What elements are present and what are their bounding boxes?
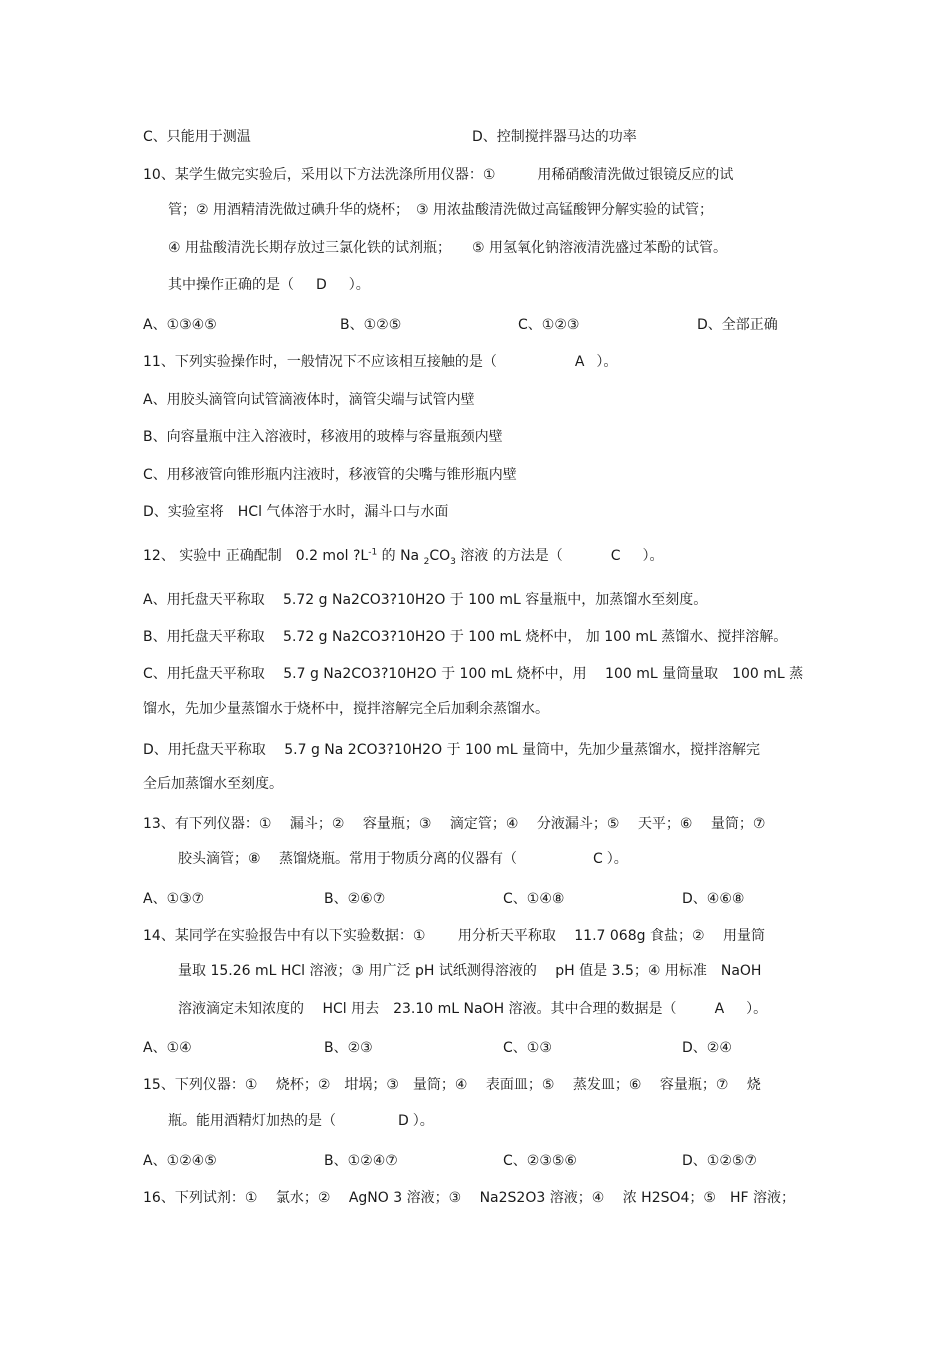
q11-option-b: B、向容量瓶中注入溶液时，移液用的玻棒与容量瓶颈内壁 [143, 429, 503, 445]
q9-option-c: C、只能用于测温 [143, 129, 251, 145]
q16-stem-line1: 16、下列试剂：① 氯水；② AgNO 3 溶液；③ Na2S2O3 溶液；④ 浓 H2SO4；⑤ HF 溶液； [143, 1190, 795, 1206]
q15-stem-line1: 15、下列仪器：① 烧杯；② 坩埚；③ 量筒；④ 表面皿；⑤ 蒸发皿；⑥ 容量瓶；⑦ 烧 [143, 1077, 761, 1093]
q10-option-a: A、①③④⑤ [143, 317, 217, 333]
q12-stem-part-a: 12、 实验中 正确配制 0.2 mol ?L [143, 548, 369, 564]
q9-option-d: D、控制搅拌器马达的功率 [472, 129, 637, 145]
q13-answer: C [593, 851, 603, 867]
q13-stem-suffix: ）。 [606, 851, 628, 867]
q11-stem-suffix: ）。 [596, 354, 618, 370]
q13-option-c: C、①④⑧ [503, 891, 565, 907]
q15-answer: D [398, 1113, 409, 1129]
q13-stem-line1: 13、有下列仪器：① 漏斗；② 容量瓶；③ 滴定管；④ 分液漏斗；⑤ 天平；⑥ 量筒；⑦ [143, 816, 766, 832]
q14-stem-line1: 14、某同学在实验报告中有以下实验数据：① 用分析天平称取 11.7 068g 食盐；② 用量筒 [143, 928, 765, 944]
q11-answer: A [574, 354, 585, 370]
q12-stem-sub2: 3 [450, 556, 456, 567]
q14-option-b: B、②③ [324, 1040, 373, 1056]
q10-answer: D [316, 277, 327, 293]
q12-stem-part-b: 的 Na [377, 548, 424, 564]
q13-option-b: B、②⑥⑦ [324, 891, 386, 907]
q10-stem-line2: 管；② 用酒精清洗做过碘升华的烧杯； ③ 用浓盐酸清洗做过高锰酸钾分解实验的试管； [168, 202, 713, 218]
q11-option-c: C、用移液管向锥形瓶内注液时，移液管的尖嘴与锥形瓶内壁 [143, 467, 517, 483]
q15-stem-prefix: 瓶。能用酒精灯加热的是（ [168, 1113, 336, 1129]
q14-stem-line2: 量取 15.26 mL HCl 溶液；③ 用广泛 pH 试纸测得溶液的 pH 值是 3.5；④ 用标准 NaOH [178, 963, 762, 979]
q13-stem-line2 [178, 850, 628, 868]
q12-stem-part-c: CO [429, 548, 451, 564]
q14-stem-line3 [178, 1000, 767, 1018]
q15-stem-line2 [168, 1112, 434, 1130]
q12-option-c-line1: C、用托盘天平称取 5.7 g Na2CO3?10H2O 于 100 mL 烧杯中，用 100 mL 量筒量取 100 mL 蒸 [143, 666, 804, 682]
q15-option-a: A、①②④⑤ [143, 1153, 217, 1169]
q15-stem-suffix: ）。 [412, 1113, 434, 1129]
q12-option-a: A、用托盘天平称取 5.72 g Na2CO3?10H2O 于 100 mL 容量瓶中，加蒸馏水至刻度。 [143, 592, 708, 608]
q10-stem-line3: ④ 用盐酸清洗长期存放过三氯化铁的试剂瓶； ⑤ 用氢氧化钠溶液清洗盛过苯酚的试管。 [168, 240, 727, 256]
q11-stem-prefix: 11、下列实验操作时，一般情况下不应该相互接触的是（ [143, 354, 497, 370]
q13-stem-prefix: 胶头滴管；⑧ 蒸馏烧瓶。常用于物质分离的仪器有（ [178, 851, 517, 867]
q12-option-d-line1: D、用托盘天平称取 5.7 g Na 2CO3?10H2O 于 100 mL 量筒中，先加少量蒸馏水，搅拌溶解完 [143, 742, 761, 758]
q14-option-c: C、①③ [503, 1040, 552, 1056]
q14-stem-prefix: 溶液滴定未知浓度的 HCl 用去 23.10 mL NaOH 溶液。其中合理的数据是（ [178, 1001, 677, 1017]
q10-option-c: C、①②③ [518, 317, 580, 333]
q10-stem-prefix: 其中操作正确的是（ [168, 277, 294, 293]
q14-answer: A [714, 1001, 725, 1017]
q11-option-a: A、用胶头滴管向试管滴液体时，滴管尖端与试管内壁 [143, 392, 475, 408]
q10-option-d: D、全部正确 [697, 317, 778, 333]
q11-option-d: D、实验室将 HCl 气体溶于水时，漏斗口与水面 [143, 504, 449, 520]
q11-stem [143, 353, 617, 371]
q12-option-c-line2: 馏水，先加少量蒸馏水于烧杯中，搅拌溶解完全后加剩余蒸馏水。 [143, 701, 549, 717]
q12-stem-sup: -1 [368, 547, 378, 558]
q15-option-c: C、②③⑤⑥ [503, 1153, 577, 1169]
q10-stem-suffix: ）。 [348, 277, 370, 293]
q14-option-d: D、②④ [682, 1040, 732, 1056]
q12-stem-suffix: ）。 [642, 548, 664, 564]
q15-option-d: D、①②⑤⑦ [682, 1153, 757, 1169]
q12-stem-part-d: 溶液 的方法是（ [455, 548, 563, 564]
q13-option-a: A、①③⑦ [143, 891, 205, 907]
q12-answer: C [610, 548, 621, 564]
q10-stem-line4 [168, 276, 370, 294]
q12-option-d-line2: 全后加蒸馏水至刻度。 [143, 776, 283, 792]
q12-stem-sub1: 2 [423, 556, 430, 567]
q10-stem-line1: 10、某学生做完实验后，采用以下方法洗涤所用仪器：① 用稀硝酸清洗做过银镜反应的试 [143, 167, 734, 183]
q13-option-d: D、④⑥⑧ [682, 891, 745, 907]
q12-stem [143, 547, 664, 565]
q10-option-b: B、①②⑤ [340, 317, 402, 333]
q12-option-b: B、用托盘天平称取 5.72 g Na2CO3?10H2O 于 100 mL 烧杯中， 加 100 mL 蒸馏水、搅拌溶解。 [143, 629, 788, 645]
q14-stem-suffix: ）。 [746, 1001, 768, 1017]
q15-option-b: B、①②④⑦ [324, 1153, 398, 1169]
q14-option-a: A、①④ [143, 1040, 192, 1056]
